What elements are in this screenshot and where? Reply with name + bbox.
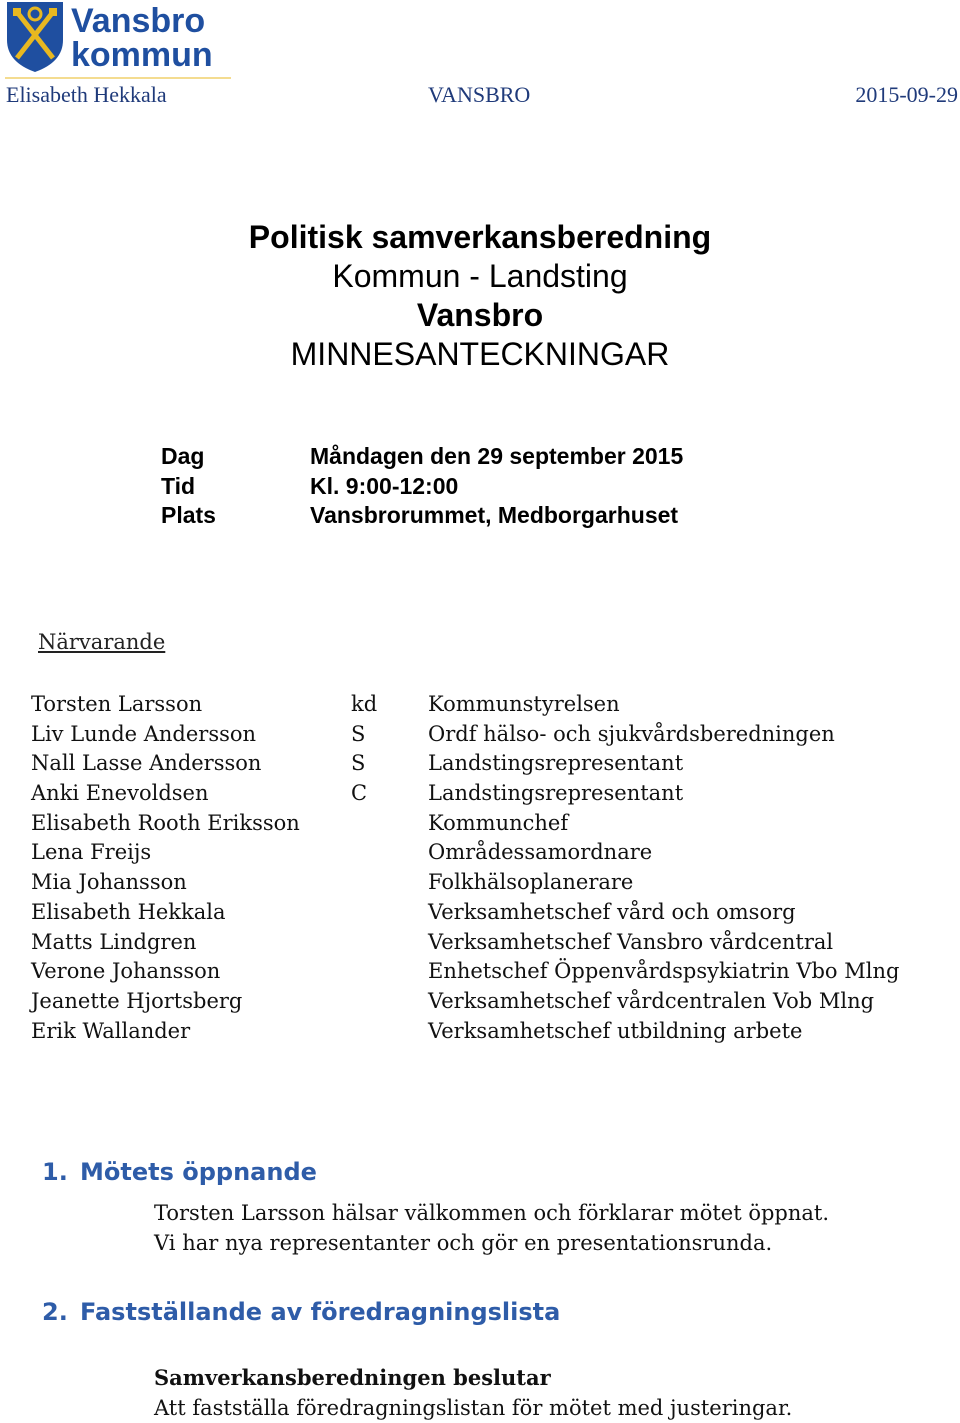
meta-value: Kl. 9:00-12:00 [310, 472, 459, 499]
document-header [0, 82, 960, 112]
attendee-role: Kommunstyrelsen [428, 692, 620, 716]
attendee-party: S [351, 751, 366, 776]
section-number: 2. [42, 1298, 68, 1326]
attendance-heading: Närvarande [38, 630, 166, 654]
attendee-role: Verksamhetschef vårdcentralen Vob Mlng [428, 988, 875, 1013]
meta-value: Vansbrorummet, Medborgarhuset [310, 502, 679, 528]
attendee-name: Torsten Larsson [31, 692, 203, 716]
header-date: 2015-09-29 [855, 82, 958, 107]
attendee-role: Verksamhetschef utbildning arbete [428, 1018, 803, 1043]
svg-text:Vansbro: Vansbro [71, 2, 206, 40]
attendee-role: Ordf hälso- och sjukvårdsberedningen [428, 721, 835, 746]
decision-label: Samverkansberedningen beslutar [154, 1365, 551, 1390]
title-line-4: MINNESANTECKNINGAR [290, 336, 670, 372]
section-heading-2 [42, 1298, 560, 1326]
title-line-3: Vansbro [416, 297, 544, 333]
paragraph-line: Torsten Larsson hälsar välkommen och förklarar mötet öppnat. [154, 1201, 830, 1225]
meta-label: Tid [161, 472, 196, 499]
svg-text:kommun: kommun [71, 36, 213, 74]
attendee-name: Anki Enevoldsen [31, 781, 209, 806]
attendee-name: Mia Johansson [31, 870, 187, 895]
attendee-party: kd [351, 692, 378, 716]
meta-label: Plats [161, 502, 216, 528]
attendee-role: Landstingsrepresentant [428, 751, 684, 776]
attendee-role: Områdessamordnare [428, 840, 653, 865]
logo-graphic [5, 0, 231, 80]
section-1-body [154, 1198, 829, 1258]
title-line-1: Politisk samverkansberedning [248, 219, 712, 255]
header-author: Elisabeth Hekkala [6, 82, 167, 107]
attendee-role: Verksamhetschef vård och omsorg [428, 899, 796, 924]
attendee-role: Verksamhetschef Vansbro vårdcentral [428, 929, 834, 954]
section-heading-1 [42, 1158, 317, 1186]
attendee-name: Verone Johansson [31, 959, 221, 984]
attendee-name: Erik Wallander [31, 1018, 191, 1043]
header-place: VANSBRO [428, 82, 531, 107]
attendee-role: Enhetschef Öppenvårdspsykiatrin Vbo Mlng [428, 959, 900, 984]
attendee-name: Matts Lindgren [31, 929, 197, 954]
document-title [0, 218, 960, 374]
attendee-name: Liv Lunde Andersson [31, 721, 257, 746]
meta-value: Måndagen den 29 september 2015 [310, 443, 684, 469]
section-title: Fastställande av föredragningslista [80, 1298, 561, 1326]
attendee-name: Elisabeth Rooth Eriksson [31, 810, 300, 835]
attendee-name: Nall Lasse Andersson [31, 751, 262, 776]
attendee-party: S [351, 721, 366, 746]
vansbro-kommun-logo [5, 0, 231, 80]
section-2-body [154, 1363, 792, 1423]
section-number: 1. [42, 1158, 68, 1186]
attendee-role: Landstingsrepresentant [428, 781, 684, 806]
attendee-name: Elisabeth Hekkala [31, 899, 226, 924]
meta-label: Dag [161, 443, 205, 469]
paragraph-line: Vi har nya representanter och gör en presentationsrunda. [154, 1231, 773, 1255]
title-line-2: Kommun - Landsting [332, 258, 628, 294]
attendee-party: C [351, 781, 368, 806]
section-title: Mötets öppnande [80, 1158, 317, 1186]
attendee-role: Folkhälsoplanerare [428, 870, 634, 895]
paragraph-line: Att fastställa föredragningslistan för mötet med justeringar. [154, 1396, 793, 1420]
attendee-name: Jeanette Hjortsberg [31, 988, 243, 1013]
attendee-role: Kommunchef [428, 810, 569, 835]
attendee-name: Lena Freijs [31, 840, 152, 865]
